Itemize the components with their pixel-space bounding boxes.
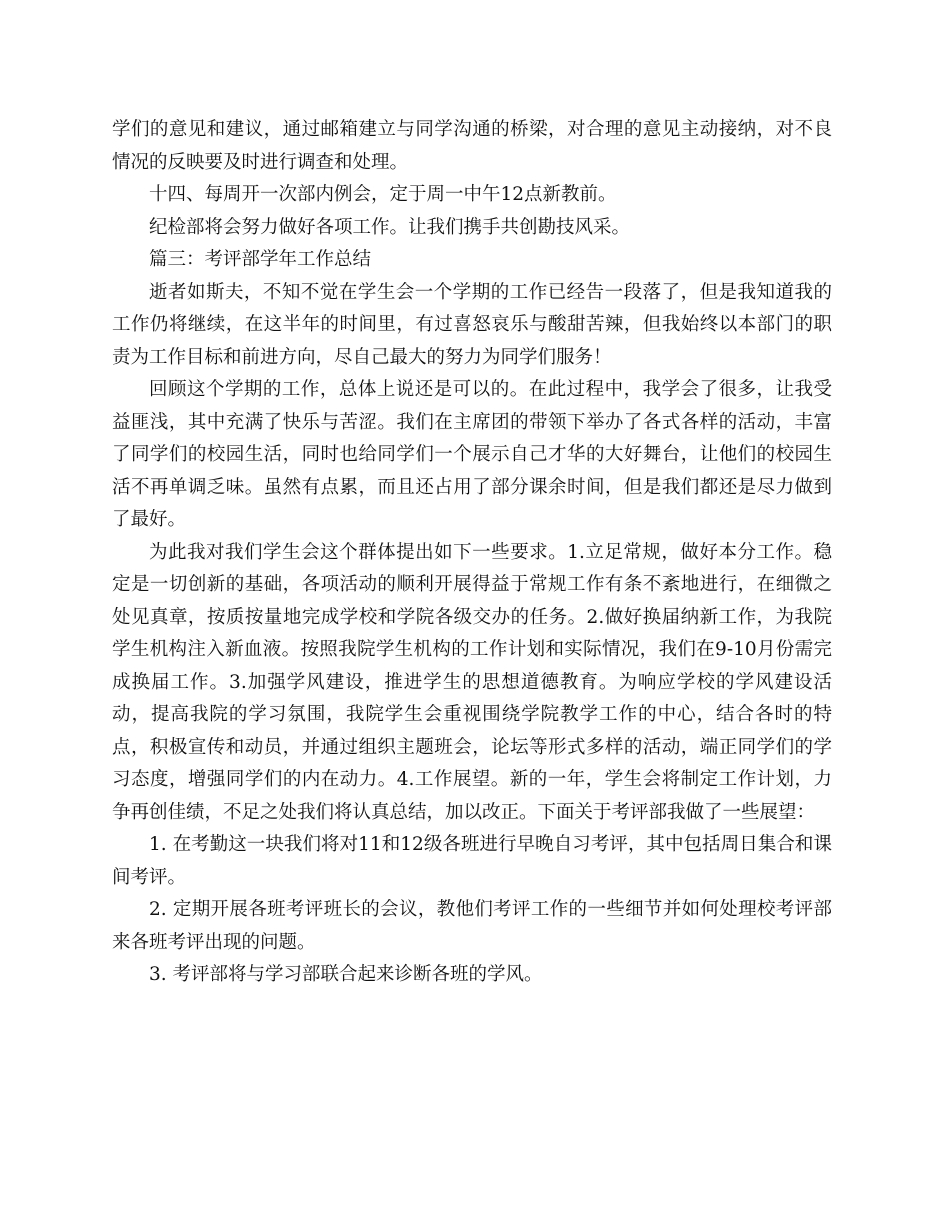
paragraph: 回顾这个学期的工作，总体上说还是可以的。在此过程中，我学会了很多，让我受益匪浅，其中充满了快乐与苦涩。我们在主席团的带领下举办了各式各样的活动，丰富了同学们的校园生活，同时也给同学们一个展示自己才华的大好舞台，让他们的校园生活不再单调乏味。虽然有点累，而且还占用了部分课余时间，但是我们都还是尽力做到了最好。 — [112, 379, 832, 530]
paragraph: 纪检部将会努力做好各项工作。让我们携手共创勘技风采。 — [149, 216, 631, 238]
list-item: 1. 在考勤这一块我们将对11和12级各班进行早晚自习考评，其中包括周日集合和课间考评。 — [112, 834, 832, 888]
paragraph: 十四、每周开一次部内例会，定于周一中午12点新教前。 — [149, 184, 617, 205]
document-body — [112, 114, 832, 992]
paragraph: 学们的意见和建议，通过邮箱建立与同学沟通的桥梁，对合理的意见主动接纳，对不良情况的反映要及时进行调查和处理。 — [112, 119, 832, 173]
list-item: 2. 定期开展各班考评班长的会议，教他们考评工作的一些细节并如何处理校考评部来各班考评出现的问题。 — [112, 899, 832, 953]
list-item: 3. 考评部将与学习部联合起来诊断各班的学风。 — [149, 964, 543, 985]
paragraph: 为此我对我们学生会这个群体提出如下一些要求。1.立足常规，做好本分工作。稳定是一切创新的基础，各项活动的顺利开展得益于常规工作有条不紊地进行，在细微之处见真章，按质按量地完成学校和学院各级交办的任务。2.做好换届纳新工作，为我院学生机构注入新血液。按照我院学生机构的工作计划和实际情况，我们在9-10月份需完成换届工作。3.加强学风建设，推进学生的思想道德教育。为响应学校的学风建设活动，提高我院的学习氛围，我院学生会重视围绕学院教学工作的中心，结合各时的特点，积极宣传和动员，并通过组织主题班会，论坛等形式多样的活动，端正同学们的学习态度，增强同学们的内在动力。4.工作展望。新的一年，学生会将制定工作计划，力争再创佳绩，不足之处我们将认真总结，加以改正。下面关于考评部我做了一些展望： — [112, 541, 832, 823]
section-heading: 篇三：考评部学年工作总结 — [149, 249, 372, 270]
paragraph: 逝者如斯夫，不知不觉在学生会一个学期的工作已经告一段落了，但是我知道我的工作仍将继续，在这半年的时间里，有过喜怒哀乐与酸甜苦辣，但我始终以本部门的职责为工作目标和前进方向，尽自己最大的努力为同学们服务！ — [112, 281, 832, 368]
